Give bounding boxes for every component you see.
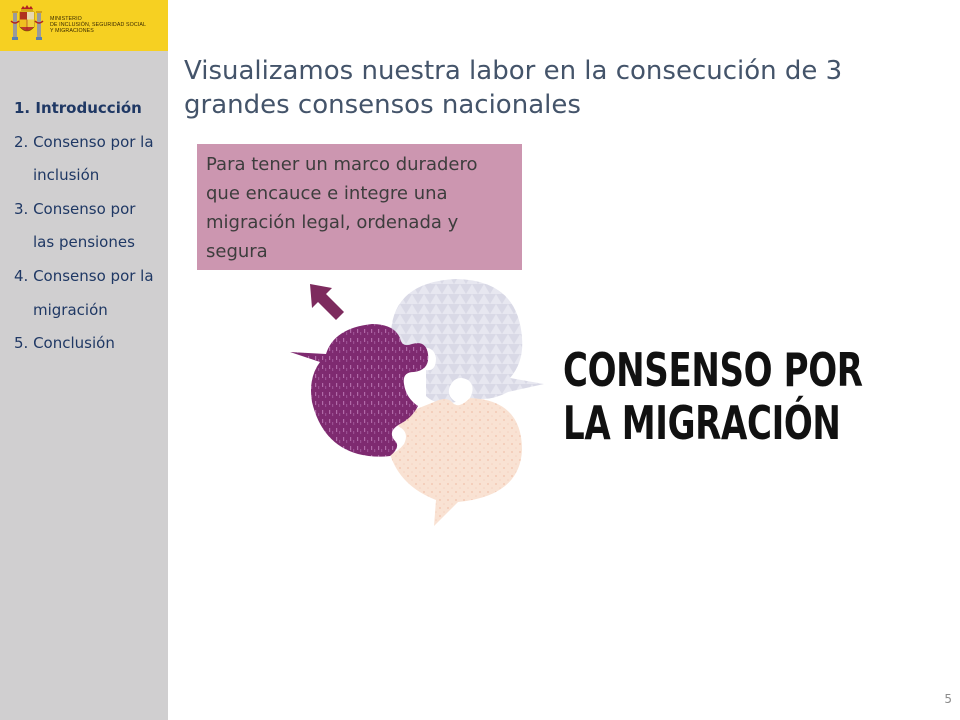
callout-box: Para tener un marco duradero que encauce e integre una migración legal, ordenada y segura bbox=[197, 144, 522, 270]
nav-item-label-continued: inclusión bbox=[33, 166, 100, 185]
ministry-name: MINISTERIO DE INCLUSIÓN, SEGURIDAD SOCIAL Y MIGRACIONES bbox=[50, 16, 147, 34]
nav-item-label-continued: las pensiones bbox=[33, 233, 135, 252]
puzzle-logo-icon bbox=[286, 274, 548, 530]
nav-item-consenso-pensiones[interactable] bbox=[14, 193, 164, 260]
sidebar bbox=[0, 0, 168, 720]
brand-wordmark bbox=[563, 343, 863, 450]
nav-item-consenso-migracion[interactable] bbox=[14, 260, 164, 327]
ministry-header bbox=[0, 0, 168, 51]
nav-item-label: 2. Consenso por la bbox=[14, 132, 154, 151]
nav-item-introduccion[interactable] bbox=[14, 92, 164, 126]
nav-item-conclusion[interactable] bbox=[14, 327, 164, 361]
brand-line-1: CONSENSO POR bbox=[563, 343, 863, 397]
slide-title: Visualizamos nuestra labor en la consecución de 3 grandes consensos nacionales bbox=[184, 56, 843, 120]
page-number: 5 bbox=[944, 692, 952, 706]
nav-item-label: 3. Consenso por bbox=[14, 199, 136, 218]
section-nav bbox=[14, 92, 164, 361]
nav-item-label: 5. Conclusión bbox=[14, 334, 115, 353]
nav-item-label-continued: migración bbox=[33, 300, 108, 319]
coat-of-arms-icon bbox=[10, 5, 44, 45]
nav-item-label: 4. Consenso por la bbox=[14, 266, 154, 285]
brand-line-2: LA MIGRACIÓN bbox=[563, 396, 841, 450]
nav-item-label: 1. Introducción bbox=[14, 99, 142, 117]
nav-item-consenso-inclusion[interactable] bbox=[14, 126, 164, 193]
